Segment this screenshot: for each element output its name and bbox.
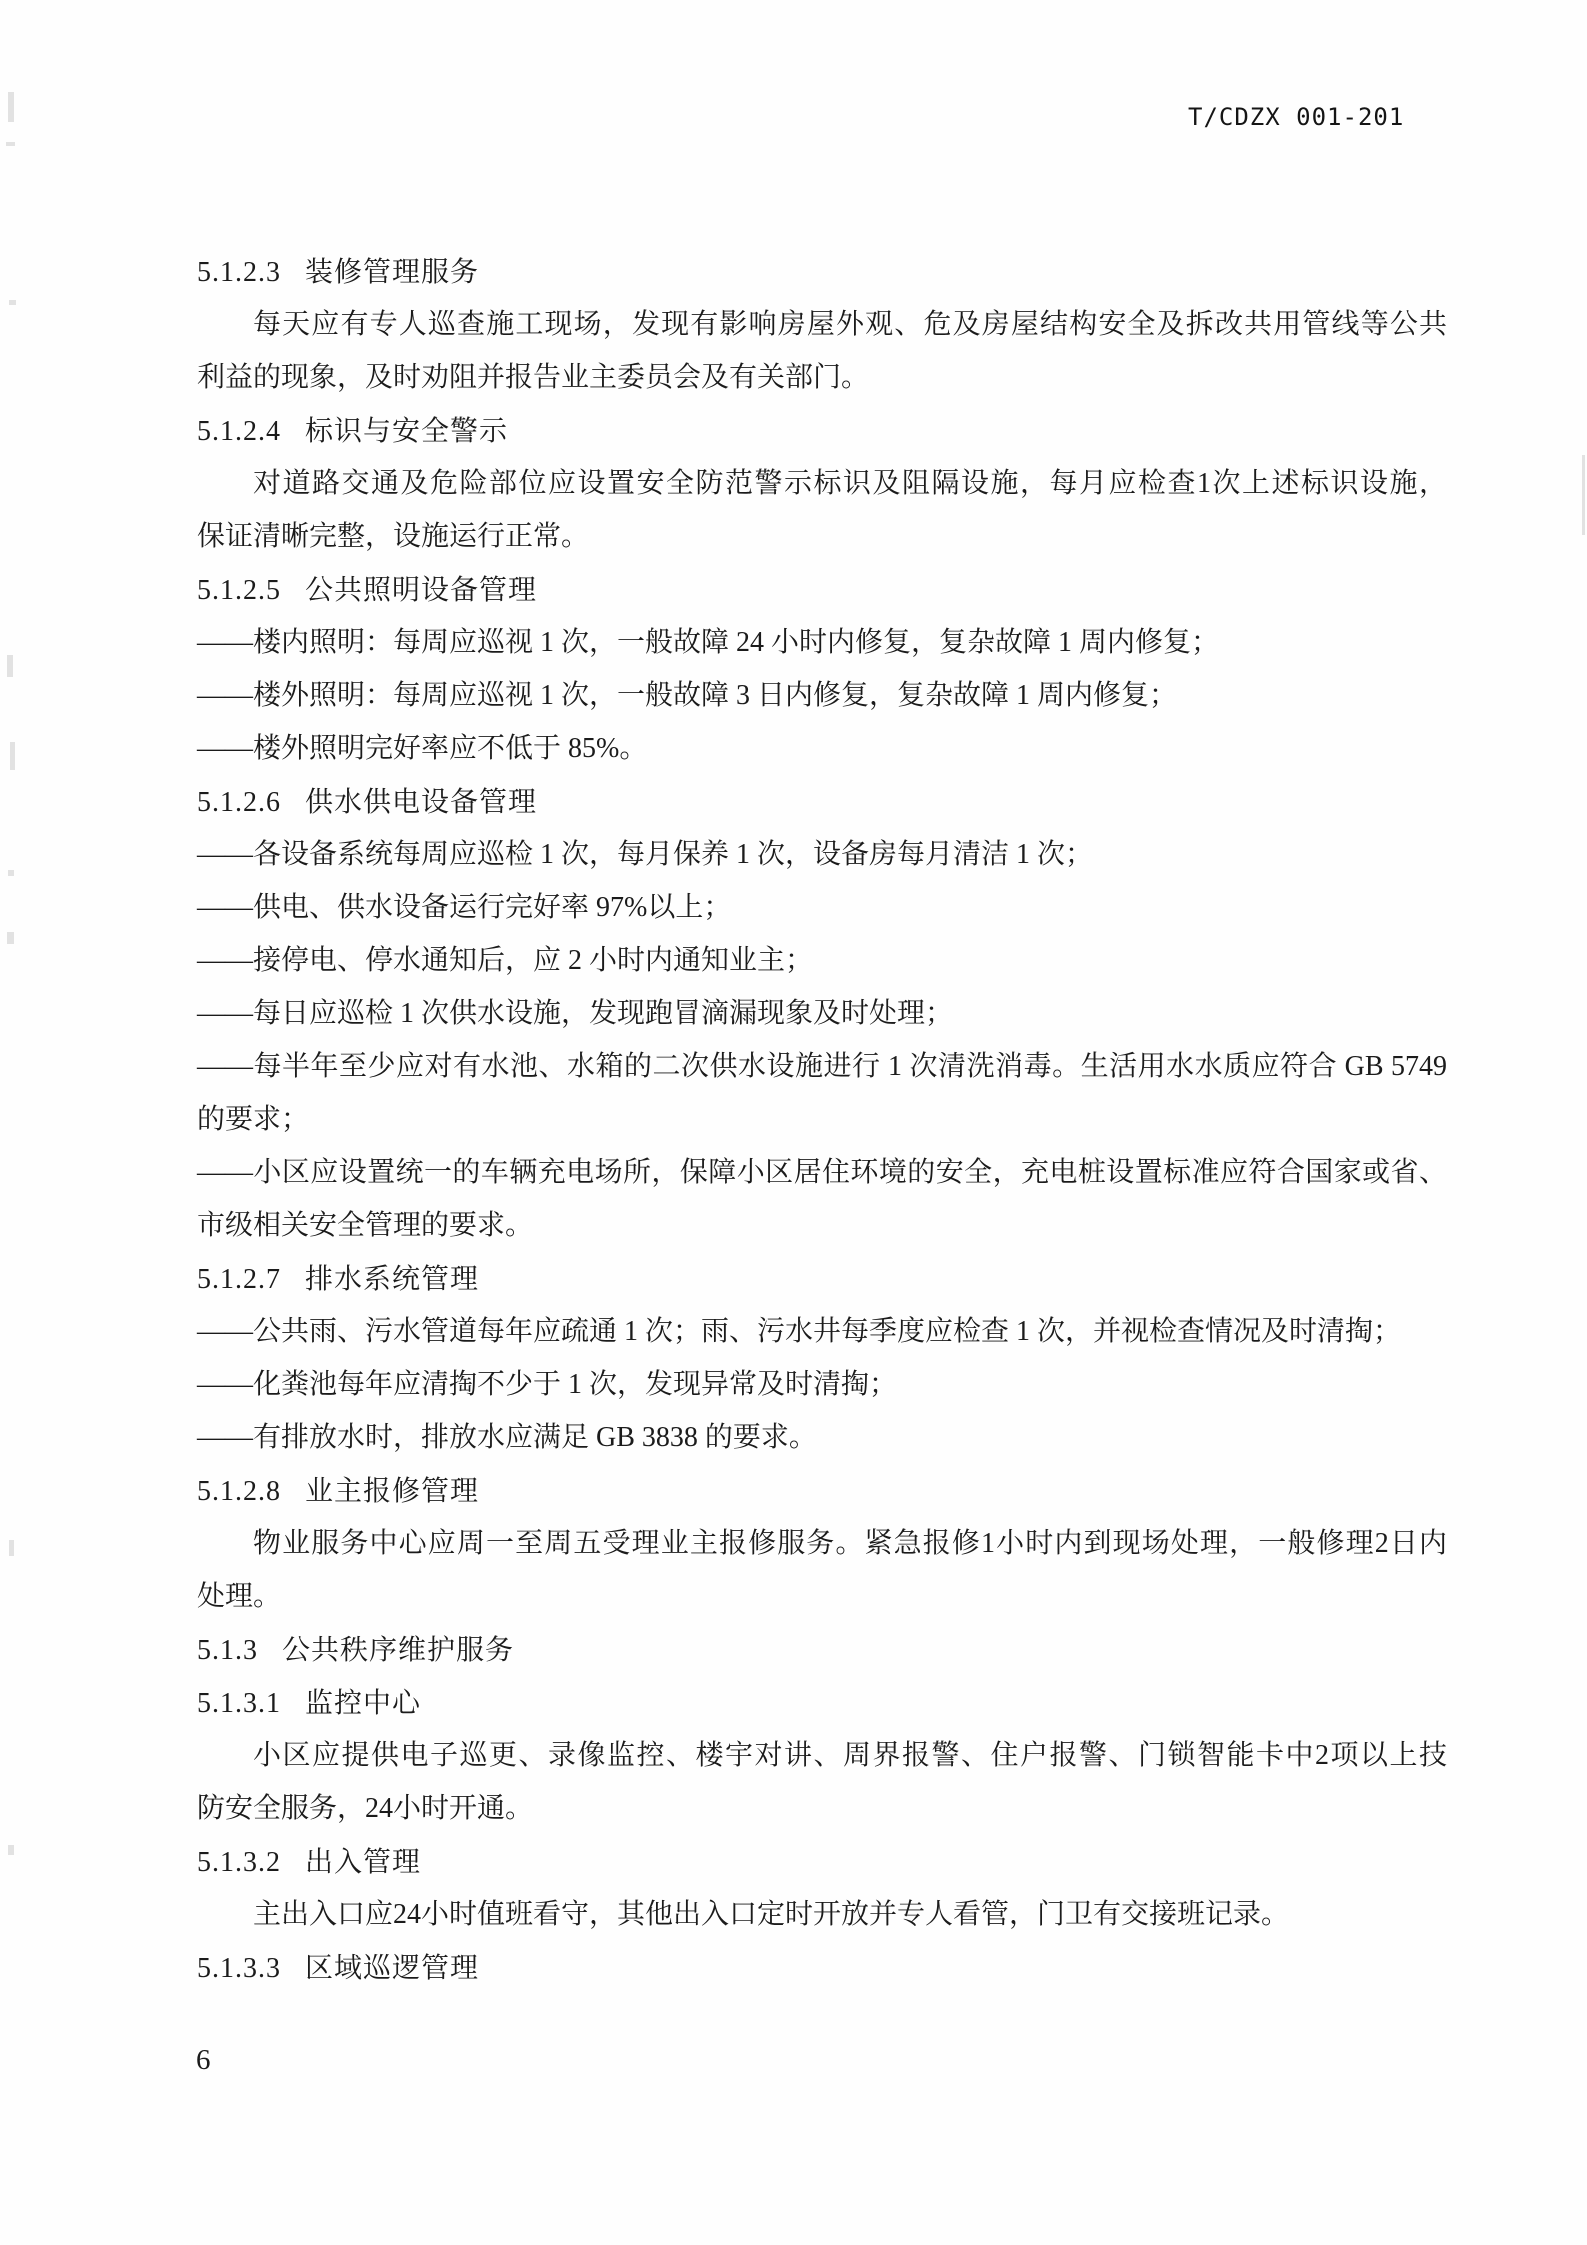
section-heading [197,1835,1447,1888]
paragraph-line: 利益的现象，及时劝阻并报告业主委员会及有关部门。 [197,362,870,393]
heading-number: 5.1.2.4 [197,416,281,447]
section-heading [197,1676,1447,1729]
section-heading [197,775,1447,828]
page-number: 6 [196,2044,211,2076]
heading-title: 业主报修管理 [305,1474,480,1507]
dash-item-line: ——每半年至少应对有水池、水箱的二次供水设施进行 1 次清洗消毒。生活用水水质应符合 GB 5749 [197,1051,1447,1082]
heading-number: 5.1.3.3 [197,1953,281,1984]
scan-artifact [10,742,15,770]
heading-title: 标识与安全警示 [305,414,509,447]
dash-item-line: ——接停电、停水通知后，应 2 小时内通知业主； [197,945,814,976]
heading-title: 区域巡逻管理 [305,1951,480,1984]
dash-item-line: ——供电、供水设备运行完好率 97%以上； [197,892,732,923]
paragraph-line: 对道路交通及危险部位应设置安全防范警示标识及阻隔设施，每月应检查1次上述标识设施， [253,468,1447,499]
heading-number: 5.1.2.8 [197,1476,281,1507]
dash-item-line: ——楼外照明：每周应巡视 1 次，一般故障 3 日内修复，复杂故障 1 周内修复； [197,680,1178,711]
section-heading [197,1252,1447,1305]
scan-artifact [7,655,13,677]
standard-code: T/CDZX 001-201 [1188,103,1405,131]
scan-artifact [9,300,16,305]
heading-number: 5.1.3 [197,1635,258,1666]
heading-title: 公共照明设备管理 [305,573,538,606]
document-body [197,245,1447,1994]
section-heading [197,1941,1447,1994]
scan-artifact [8,92,14,122]
heading-title: 公共秩序维护服务 [282,1633,515,1666]
paragraph-line: 每天应有专人巡查施工现场，发现有影响房屋外观、危及房屋结构安全及拆改共用管线等公共 [253,309,1447,340]
paragraph-line: 防安全服务，24小时开通。 [197,1793,534,1824]
heading-number: 5.1.2.7 [197,1264,281,1295]
heading-number: 5.1.2.3 [197,257,281,288]
scan-artifact [7,932,14,944]
section-heading [197,563,1447,616]
heading-title: 监控中心 [305,1686,422,1719]
heading-title: 排水系统管理 [305,1262,480,1295]
dash-item-line: ——每日应巡检 1 次供水设施，发现跑冒滴漏现象及时处理； [197,998,954,1029]
scan-artifact [1582,455,1585,535]
dash-item-line: ——楼外照明完好率应不低于 85%。 [197,733,648,764]
heading-number: 5.1.3.2 [197,1847,281,1878]
dash-item-line: ——小区应设置统一的车辆充电场所，保障小区居住环境的安全，充电桩设置标准应符合国家或省、 [197,1157,1447,1188]
dash-item-line: ——楼内照明：每周应巡视 1 次，一般故障 24 小时内修复，复杂故障 1 周内修复； [197,627,1220,658]
heading-number: 5.1.3.1 [197,1688,281,1719]
heading-title: 出入管理 [305,1845,422,1878]
heading-title: 供水供电设备管理 [305,785,538,818]
dash-item-line: 市级相关安全管理的要求。 [197,1210,534,1241]
section-heading [197,1623,1447,1676]
scan-artifact [8,1845,14,1855]
heading-title: 装修管理服务 [305,255,480,288]
heading-number: 5.1.2.6 [197,787,281,818]
dash-item-line: ——各设备系统每周应巡检 1 次，每月保养 1 次，设备房每月清洁 1 次； [197,839,1094,870]
paragraph-line: 物业服务中心应周一至周五受理业主报修服务。紧急报修1小时内到现场处理，一般修理2日内 [253,1528,1447,1559]
dash-item-line: ——公共雨、污水管道每年应疏通 1 次；雨、污水井每季度应检查 1 次，并视检查情况及时清掏； [197,1316,1402,1347]
section-heading [197,1464,1447,1517]
section-heading [197,404,1447,457]
heading-number: 5.1.2.5 [197,575,281,606]
dash-item-line: ——化粪池每年应清掏不少于 1 次，发现异常及时清掏； [197,1369,898,1400]
dash-item-line: 的要求； [197,1104,310,1135]
dash-item-line: ——有排放水时，排放水应满足 GB 3838 的要求。 [197,1422,817,1453]
paragraph-line: 主出入口应24小时值班看守，其他出入口定时开放并专人看管，门卫有交接班记录。 [253,1899,1290,1930]
scan-artifact [8,870,14,876]
paragraph-line: 小区应提供电子巡更、录像监控、楼宇对讲、周界报警、住户报警、门锁智能卡中2项以上技 [253,1740,1447,1771]
scan-artifact [6,142,15,146]
paragraph-line: 处理。 [197,1581,282,1612]
section-heading [197,245,1447,298]
scan-artifact [9,1540,14,1556]
paragraph-line: 保证清晰完整，设施运行正常。 [197,521,590,552]
